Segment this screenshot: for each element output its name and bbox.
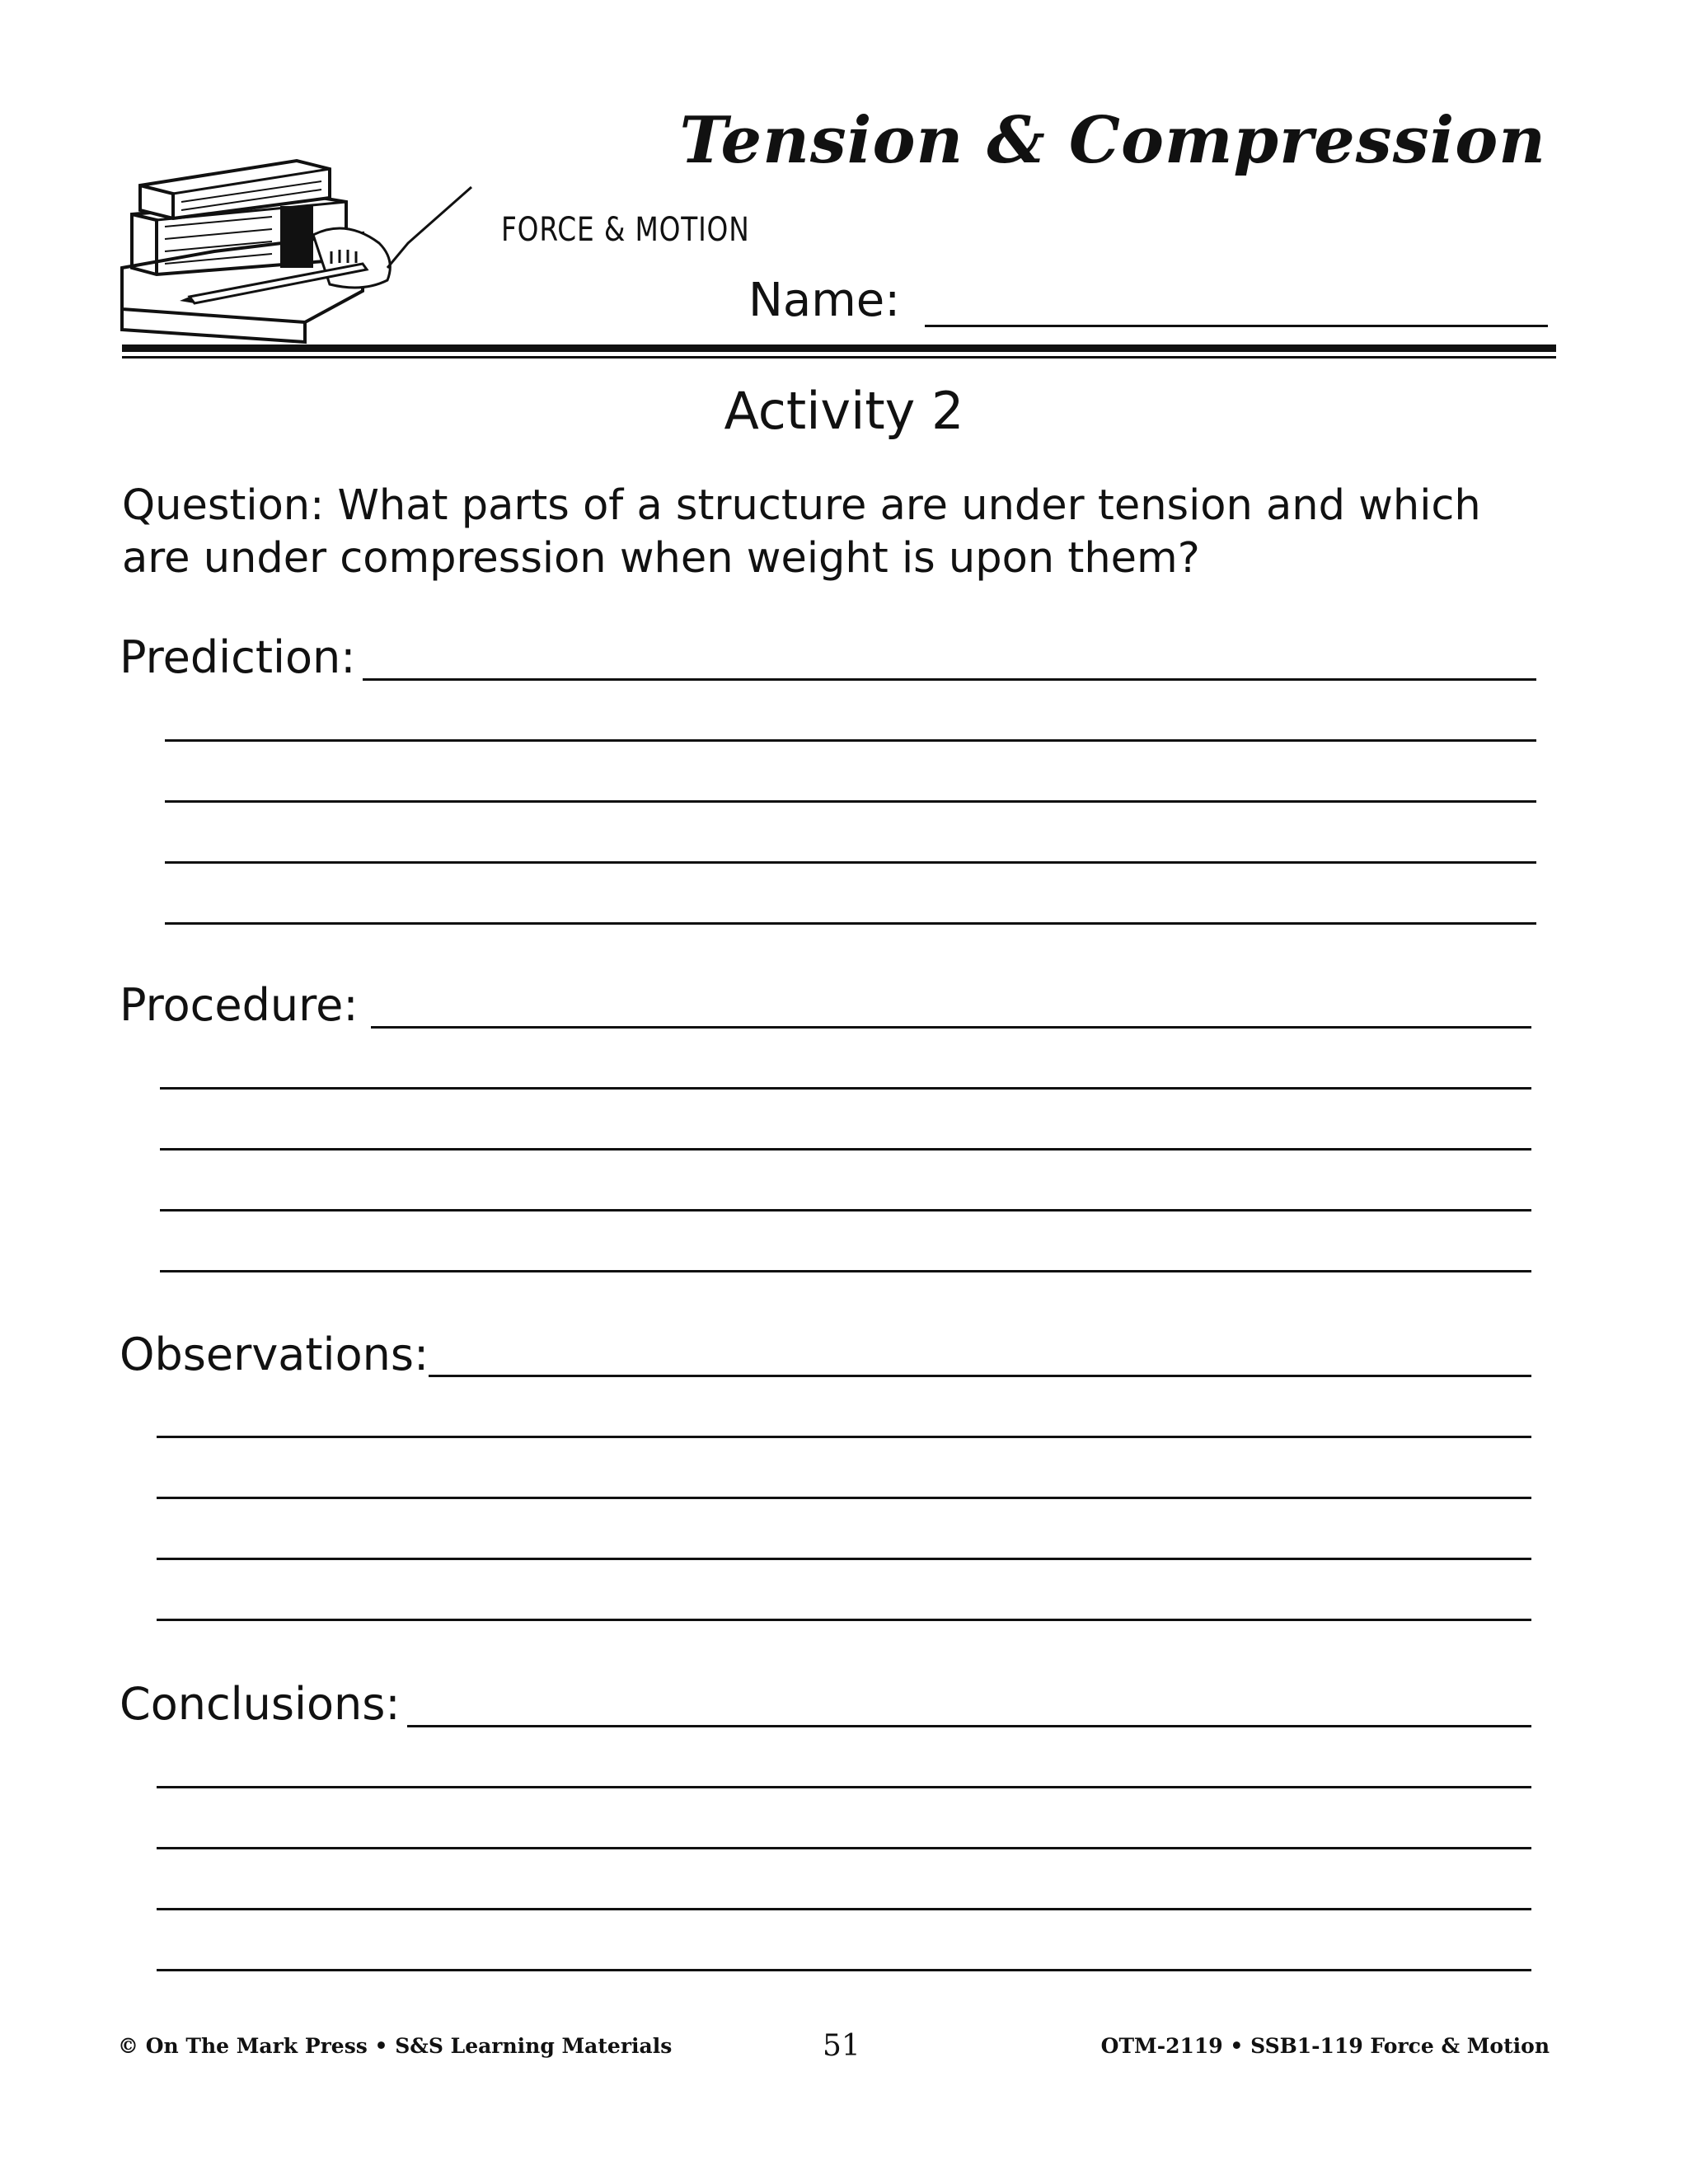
conclusions-line[interactable]	[407, 1725, 1531, 1727]
activity-title: Activity 2	[724, 381, 964, 441]
procedure-line[interactable]	[160, 1087, 1531, 1090]
page-title: Tension & Compression	[679, 103, 1546, 178]
footer-copyright: © On The Mark Press • S&S Learning Materials	[118, 2034, 673, 2058]
procedure-line[interactable]	[160, 1148, 1531, 1151]
observations-line[interactable]	[157, 1497, 1531, 1499]
prediction-line[interactable]	[165, 922, 1536, 925]
conclusions-line[interactable]	[157, 1908, 1531, 1910]
procedure-line[interactable]	[371, 1026, 1531, 1029]
observations-line[interactable]	[157, 1558, 1531, 1560]
header-divider-thin	[122, 356, 1556, 359]
observations-line[interactable]	[157, 1436, 1531, 1438]
prediction-line[interactable]	[165, 739, 1536, 742]
conclusions-line[interactable]	[157, 1969, 1531, 1971]
observations-line[interactable]	[429, 1375, 1531, 1377]
prediction-line[interactable]	[165, 800, 1536, 803]
conclusions-line[interactable]	[157, 1786, 1531, 1788]
name-label: Name:	[748, 274, 901, 327]
subject-label: FORCE & MOTION	[501, 211, 750, 249]
procedure-line[interactable]	[160, 1209, 1531, 1212]
conclusions-label: Conclusions:	[120, 1678, 401, 1730]
books-and-pencil-icon	[115, 136, 495, 354]
observations-label: Observations:	[120, 1329, 429, 1380]
conclusions-line[interactable]	[157, 1847, 1531, 1849]
page-number: 51	[823, 2029, 860, 2063]
prediction-line[interactable]	[165, 861, 1536, 864]
procedure-label: Procedure:	[120, 979, 359, 1031]
prediction-line[interactable]	[363, 678, 1536, 681]
header-divider	[122, 344, 1556, 352]
observations-line[interactable]	[157, 1619, 1531, 1621]
footer-product-code: OTM-2119 • SSB1-119 Force & Motion	[1100, 2034, 1550, 2058]
procedure-line[interactable]	[160, 1270, 1531, 1272]
name-field[interactable]	[925, 325, 1548, 327]
prediction-label: Prediction:	[120, 631, 356, 683]
question-text: Question: What parts of a structure are under tension and which are under compression when weight is upon them?	[122, 481, 1481, 583]
